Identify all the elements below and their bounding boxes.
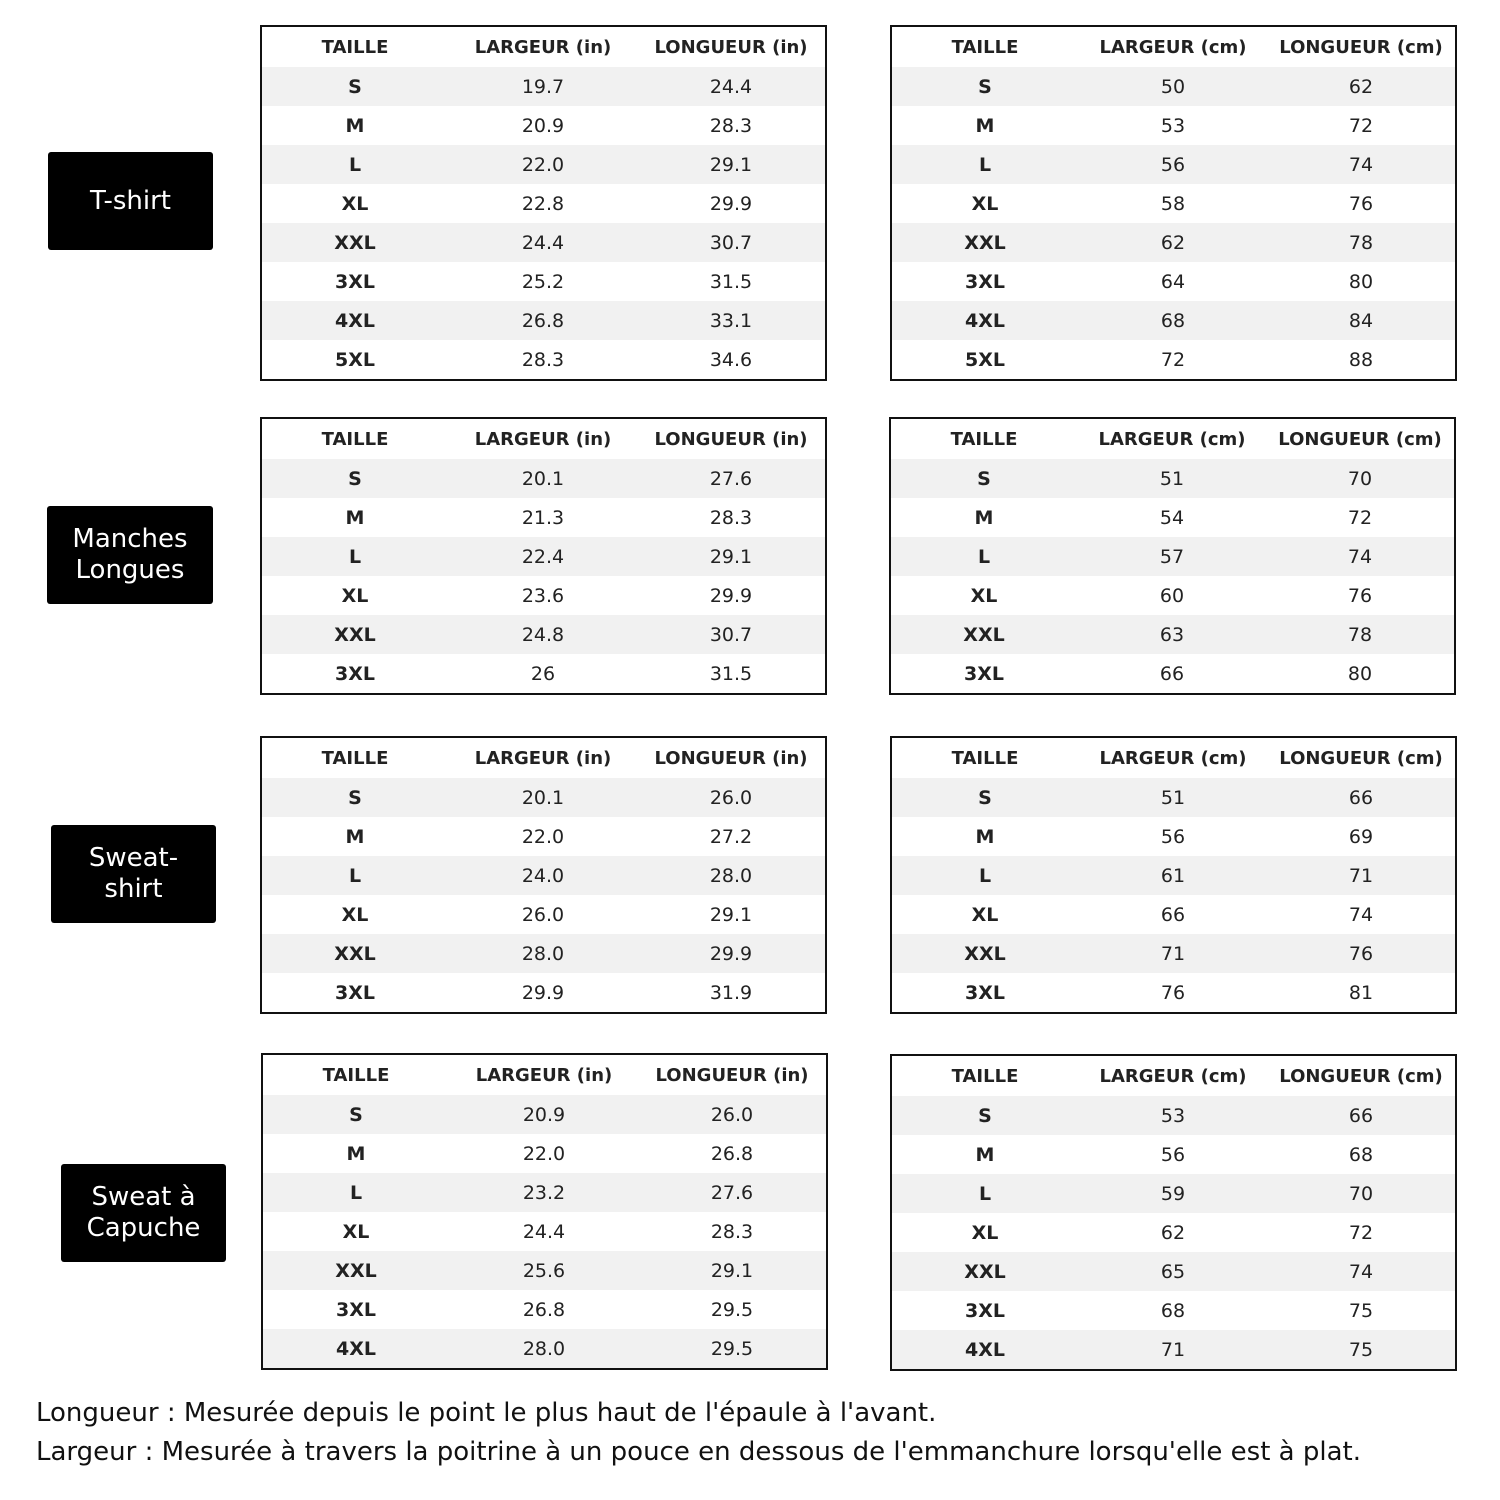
length-cell: 69 <box>1348 825 1374 848</box>
table-row <box>891 498 1454 537</box>
table-header-row <box>262 738 825 778</box>
width-cell: 21.3 <box>521 506 565 529</box>
garment-label-line: Sweat à <box>91 1182 196 1212</box>
width-cell: 26.8 <box>522 1298 566 1321</box>
size-cell: L <box>978 864 992 887</box>
size-cell: 5XL <box>335 348 375 371</box>
table-row <box>892 1252 1455 1291</box>
length-cell: 31.5 <box>709 270 753 293</box>
length-cell: 33.1 <box>709 309 753 332</box>
table-header-row <box>262 27 825 67</box>
width-cell: 53 <box>1160 114 1186 137</box>
table-row <box>262 934 825 973</box>
length-cell: 62 <box>1348 75 1374 98</box>
size-cell: 4XL <box>336 1337 376 1360</box>
size-cell: 3XL <box>964 662 1004 685</box>
size-cell: XXL <box>963 623 1005 646</box>
column-header: TAILLE <box>321 36 389 58</box>
size-cell: S <box>349 1103 363 1126</box>
length-cell: 78 <box>1347 623 1373 646</box>
column-header: LARGEUR (in) <box>475 1064 613 1086</box>
width-cell: 26 <box>530 662 556 685</box>
length-cell: 74 <box>1348 903 1374 926</box>
size-cell: M <box>345 114 365 137</box>
table-row <box>891 615 1454 654</box>
width-cell: 24.4 <box>521 231 565 254</box>
size-cell: 4XL <box>965 1338 1005 1361</box>
size-cell: 4XL <box>335 309 375 332</box>
table-row <box>263 1212 826 1251</box>
width-cell: 23.2 <box>522 1181 566 1204</box>
table-row <box>262 537 825 576</box>
garment-label <box>48 152 213 250</box>
size-cell: S <box>348 75 362 98</box>
table-row <box>892 1213 1455 1252</box>
length-cell: 27.6 <box>710 1181 754 1204</box>
length-cell: 66 <box>1348 1104 1374 1127</box>
length-cell: 71 <box>1348 864 1374 887</box>
garment-label-line: Manches <box>72 524 188 554</box>
size-cell: 4XL <box>965 309 1005 332</box>
width-cell: 23.6 <box>521 584 565 607</box>
width-cell: 22.8 <box>521 192 565 215</box>
size-table-inch <box>261 1053 828 1370</box>
table-row <box>892 1096 1455 1135</box>
size-cell: XL <box>341 584 369 607</box>
size-table-cm <box>889 417 1456 695</box>
width-cell: 20.9 <box>522 1103 566 1126</box>
length-cell: 29.1 <box>709 153 753 176</box>
garment-label-line: shirt <box>104 874 163 904</box>
table-row <box>892 223 1455 262</box>
width-cell: 56 <box>1160 825 1186 848</box>
table-row <box>263 1290 826 1329</box>
column-header: LONGUEUR (cm) <box>1278 428 1442 450</box>
length-cell: 31.9 <box>709 981 753 1004</box>
table-row <box>263 1329 826 1368</box>
length-cell: 70 <box>1348 1182 1374 1205</box>
table-header-row <box>892 738 1455 778</box>
width-cell: 22.0 <box>522 1142 566 1165</box>
table-row <box>263 1173 826 1212</box>
garment-label <box>51 825 216 923</box>
size-cell: M <box>975 1143 995 1166</box>
length-cell: 70 <box>1347 467 1373 490</box>
length-cell: 74 <box>1347 545 1373 568</box>
column-header: LARGEUR (cm) <box>1099 747 1247 769</box>
column-header: LARGEUR (in) <box>474 747 612 769</box>
size-cell: XL <box>342 1220 370 1243</box>
length-cell: 34.6 <box>709 348 753 371</box>
size-cell: XL <box>971 903 999 926</box>
table-row <box>892 1174 1455 1213</box>
column-header: TAILLE <box>951 747 1019 769</box>
size-cell: M <box>975 114 995 137</box>
size-cell: XXL <box>964 231 1006 254</box>
width-cell: 66 <box>1160 903 1186 926</box>
length-cell: 29.9 <box>709 942 753 965</box>
width-cell: 28.3 <box>521 348 565 371</box>
size-cell: L <box>978 153 992 176</box>
table-row <box>892 145 1455 184</box>
table-row <box>892 778 1455 817</box>
width-cell: 58 <box>1160 192 1186 215</box>
width-cell: 64 <box>1160 270 1186 293</box>
size-cell: S <box>978 786 992 809</box>
width-cell: 51 <box>1159 467 1185 490</box>
length-cell: 81 <box>1348 981 1374 1004</box>
width-cell: 24.0 <box>521 864 565 887</box>
table-row <box>892 973 1455 1012</box>
length-cell: 76 <box>1347 584 1373 607</box>
size-cell: 3XL <box>335 981 375 1004</box>
table-header-row <box>892 27 1455 67</box>
table-row <box>892 67 1455 106</box>
size-cell: XXL <box>964 1260 1006 1283</box>
length-cell: 28.3 <box>709 114 753 137</box>
size-cell: S <box>978 75 992 98</box>
table-row <box>892 301 1455 340</box>
width-cell: 68 <box>1160 1299 1186 1322</box>
width-cell: 53 <box>1160 1104 1186 1127</box>
table-row <box>262 973 825 1012</box>
table-row <box>263 1251 826 1290</box>
size-table-cm <box>890 25 1457 381</box>
length-cell: 30.7 <box>709 231 753 254</box>
size-cell: 5XL <box>965 348 1005 371</box>
table-row <box>263 1134 826 1173</box>
length-cell: 78 <box>1348 231 1374 254</box>
size-cell: S <box>348 786 362 809</box>
length-cell: 28.3 <box>710 1220 754 1243</box>
width-cell: 51 <box>1160 786 1186 809</box>
column-header: LARGEUR (cm) <box>1099 1065 1247 1087</box>
width-cell: 20.9 <box>521 114 565 137</box>
width-cell: 56 <box>1160 153 1186 176</box>
column-header: TAILLE <box>951 1065 1019 1087</box>
length-cell: 28.3 <box>709 506 753 529</box>
length-cell: 26.0 <box>709 786 753 809</box>
table-row <box>262 498 825 537</box>
column-header: TAILLE <box>322 1064 390 1086</box>
length-cell: 31.5 <box>709 662 753 685</box>
width-cell: 25.2 <box>521 270 565 293</box>
table-row <box>891 654 1454 693</box>
length-cell: 26.8 <box>710 1142 754 1165</box>
column-header: LONGUEUR (in) <box>654 747 808 769</box>
size-cell: 3XL <box>965 270 1005 293</box>
table-row <box>892 262 1455 301</box>
width-cell: 71 <box>1160 942 1186 965</box>
width-cell: 25.6 <box>522 1259 566 1282</box>
length-cell: 75 <box>1348 1338 1374 1361</box>
table-row <box>262 654 825 693</box>
table-header-row <box>891 419 1454 459</box>
table-header-row <box>263 1055 826 1095</box>
size-cell: XXL <box>334 623 376 646</box>
size-cell: XL <box>971 192 999 215</box>
width-cell: 62 <box>1160 1221 1186 1244</box>
width-cell: 50 <box>1160 75 1186 98</box>
table-row <box>263 1095 826 1134</box>
garment-label <box>47 506 213 604</box>
size-cell: M <box>974 506 994 529</box>
width-note: Largeur : Mesurée à travers la poitrine à un pouce en dessous de l'emmanchure lorsqu'elle est à plat. <box>36 1437 1361 1467</box>
length-cell: 80 <box>1347 662 1373 685</box>
table-row <box>892 895 1455 934</box>
table-row <box>262 576 825 615</box>
column-header: TAILLE <box>951 36 1019 58</box>
column-header: LONGUEUR (cm) <box>1279 747 1443 769</box>
width-cell: 61 <box>1160 864 1186 887</box>
size-cell: S <box>977 467 991 490</box>
length-cell: 80 <box>1348 270 1374 293</box>
width-cell: 22.4 <box>521 545 565 568</box>
width-cell: 19.7 <box>521 75 565 98</box>
size-cell: XXL <box>334 942 376 965</box>
width-cell: 26.0 <box>521 903 565 926</box>
length-cell: 74 <box>1348 153 1374 176</box>
size-cell: 3XL <box>336 1298 376 1321</box>
length-cell: 72 <box>1348 114 1374 137</box>
garment-label <box>61 1164 226 1262</box>
size-table-inch <box>260 417 827 695</box>
table-row <box>892 1291 1455 1330</box>
size-cell: S <box>348 467 362 490</box>
width-cell: 68 <box>1160 309 1186 332</box>
garment-label-line: Longues <box>75 555 185 585</box>
size-cell: XXL <box>335 1259 377 1282</box>
column-header: LONGUEUR (in) <box>654 36 808 58</box>
length-cell: 74 <box>1348 1260 1374 1283</box>
size-cell: XL <box>341 192 369 215</box>
size-cell: L <box>977 545 991 568</box>
size-cell: L <box>349 1181 363 1204</box>
table-row <box>892 817 1455 856</box>
width-cell: 26.8 <box>521 309 565 332</box>
column-header: LARGEUR (cm) <box>1099 36 1247 58</box>
width-cell: 71 <box>1160 1338 1186 1361</box>
length-cell: 29.1 <box>710 1259 754 1282</box>
length-cell: 26.0 <box>710 1103 754 1126</box>
garment-label-line: Sweat- <box>88 843 179 873</box>
length-cell: 27.2 <box>709 825 753 848</box>
table-row <box>262 106 825 145</box>
column-header: TAILLE <box>321 747 389 769</box>
length-cell: 72 <box>1347 506 1373 529</box>
size-cell: M <box>975 825 995 848</box>
size-cell: L <box>978 1182 992 1205</box>
length-note: Longueur : Mesurée depuis le point le plus haut de l'épaule à l'avant. <box>36 1398 937 1428</box>
column-header: LONGUEUR (in) <box>654 428 808 450</box>
column-header: LARGEUR (in) <box>474 36 612 58</box>
column-header: TAILLE <box>950 428 1018 450</box>
length-cell: 27.6 <box>709 467 753 490</box>
width-cell: 72 <box>1160 348 1186 371</box>
table-row <box>892 856 1455 895</box>
column-header: LONGUEUR (cm) <box>1279 1065 1443 1087</box>
table-row <box>891 576 1454 615</box>
size-cell: M <box>346 1142 366 1165</box>
table-row <box>262 340 825 379</box>
width-cell: 59 <box>1160 1182 1186 1205</box>
table-row <box>891 459 1454 498</box>
width-cell: 63 <box>1159 623 1185 646</box>
length-cell: 29.9 <box>709 192 753 215</box>
table-row <box>262 615 825 654</box>
size-cell: XL <box>341 903 369 926</box>
length-cell: 29.5 <box>710 1337 754 1360</box>
length-cell: 76 <box>1348 192 1374 215</box>
garment-label-line: Capuche <box>86 1213 201 1243</box>
width-cell: 22.0 <box>521 153 565 176</box>
size-cell: 3XL <box>965 1299 1005 1322</box>
length-cell: 88 <box>1348 348 1374 371</box>
width-cell: 24.4 <box>522 1220 566 1243</box>
size-table-cm <box>890 1054 1457 1371</box>
width-cell: 56 <box>1160 1143 1186 1166</box>
table-row <box>262 223 825 262</box>
length-cell: 28.0 <box>709 864 753 887</box>
table-row <box>262 145 825 184</box>
width-cell: 66 <box>1159 662 1185 685</box>
length-cell: 68 <box>1348 1143 1374 1166</box>
table-row <box>892 106 1455 145</box>
table-row <box>262 301 825 340</box>
table-row <box>262 459 825 498</box>
size-cell: 3XL <box>335 270 375 293</box>
size-cell: L <box>348 864 362 887</box>
size-cell: XL <box>970 584 998 607</box>
width-cell: 28.0 <box>521 942 565 965</box>
length-cell: 84 <box>1348 309 1374 332</box>
length-cell: 24.4 <box>709 75 753 98</box>
length-cell: 29.1 <box>709 903 753 926</box>
table-row <box>892 184 1455 223</box>
table-row <box>262 778 825 817</box>
size-cell: XXL <box>334 231 376 254</box>
column-header: LONGUEUR (cm) <box>1279 36 1443 58</box>
column-header: LONGUEUR (in) <box>655 1064 809 1086</box>
column-header: TAILLE <box>321 428 389 450</box>
table-row <box>892 934 1455 973</box>
table-row <box>262 817 825 856</box>
size-table-cm <box>890 736 1457 1014</box>
table-row <box>262 262 825 301</box>
size-table-inch <box>260 736 827 1014</box>
size-cell: L <box>348 545 362 568</box>
width-cell: 62 <box>1160 231 1186 254</box>
table-row <box>262 895 825 934</box>
length-cell: 30.7 <box>709 623 753 646</box>
size-cell: M <box>345 506 365 529</box>
table-header-row <box>892 1056 1455 1096</box>
table-header-row <box>262 419 825 459</box>
size-cell: 3XL <box>965 981 1005 1004</box>
width-cell: 20.1 <box>521 786 565 809</box>
length-cell: 76 <box>1348 942 1374 965</box>
width-cell: 28.0 <box>522 1337 566 1360</box>
length-cell: 29.5 <box>710 1298 754 1321</box>
length-cell: 29.9 <box>709 584 753 607</box>
size-cell: L <box>348 153 362 176</box>
table-row <box>892 1135 1455 1174</box>
width-cell: 57 <box>1159 545 1185 568</box>
garment-label-line: T-shirt <box>89 185 171 216</box>
size-cell: XL <box>971 1221 999 1244</box>
width-cell: 76 <box>1160 981 1186 1004</box>
size-cell: 3XL <box>335 662 375 685</box>
length-cell: 72 <box>1348 1221 1374 1244</box>
table-row <box>892 340 1455 379</box>
width-cell: 20.1 <box>521 467 565 490</box>
length-cell: 29.1 <box>709 545 753 568</box>
length-cell: 66 <box>1348 786 1374 809</box>
table-row <box>262 67 825 106</box>
table-row <box>891 537 1454 576</box>
column-header: LARGEUR (in) <box>474 428 612 450</box>
width-cell: 60 <box>1159 584 1185 607</box>
table-row <box>262 856 825 895</box>
length-cell: 75 <box>1348 1299 1374 1322</box>
width-cell: 24.8 <box>521 623 565 646</box>
table-row <box>262 184 825 223</box>
size-cell: XXL <box>964 942 1006 965</box>
size-table-inch <box>260 25 827 381</box>
size-cell: M <box>345 825 365 848</box>
column-header: LARGEUR (cm) <box>1098 428 1246 450</box>
size-cell: S <box>978 1104 992 1127</box>
table-row <box>892 1330 1455 1369</box>
width-cell: 65 <box>1160 1260 1186 1283</box>
width-cell: 54 <box>1159 506 1185 529</box>
width-cell: 22.0 <box>521 825 565 848</box>
width-cell: 29.9 <box>521 981 565 1004</box>
